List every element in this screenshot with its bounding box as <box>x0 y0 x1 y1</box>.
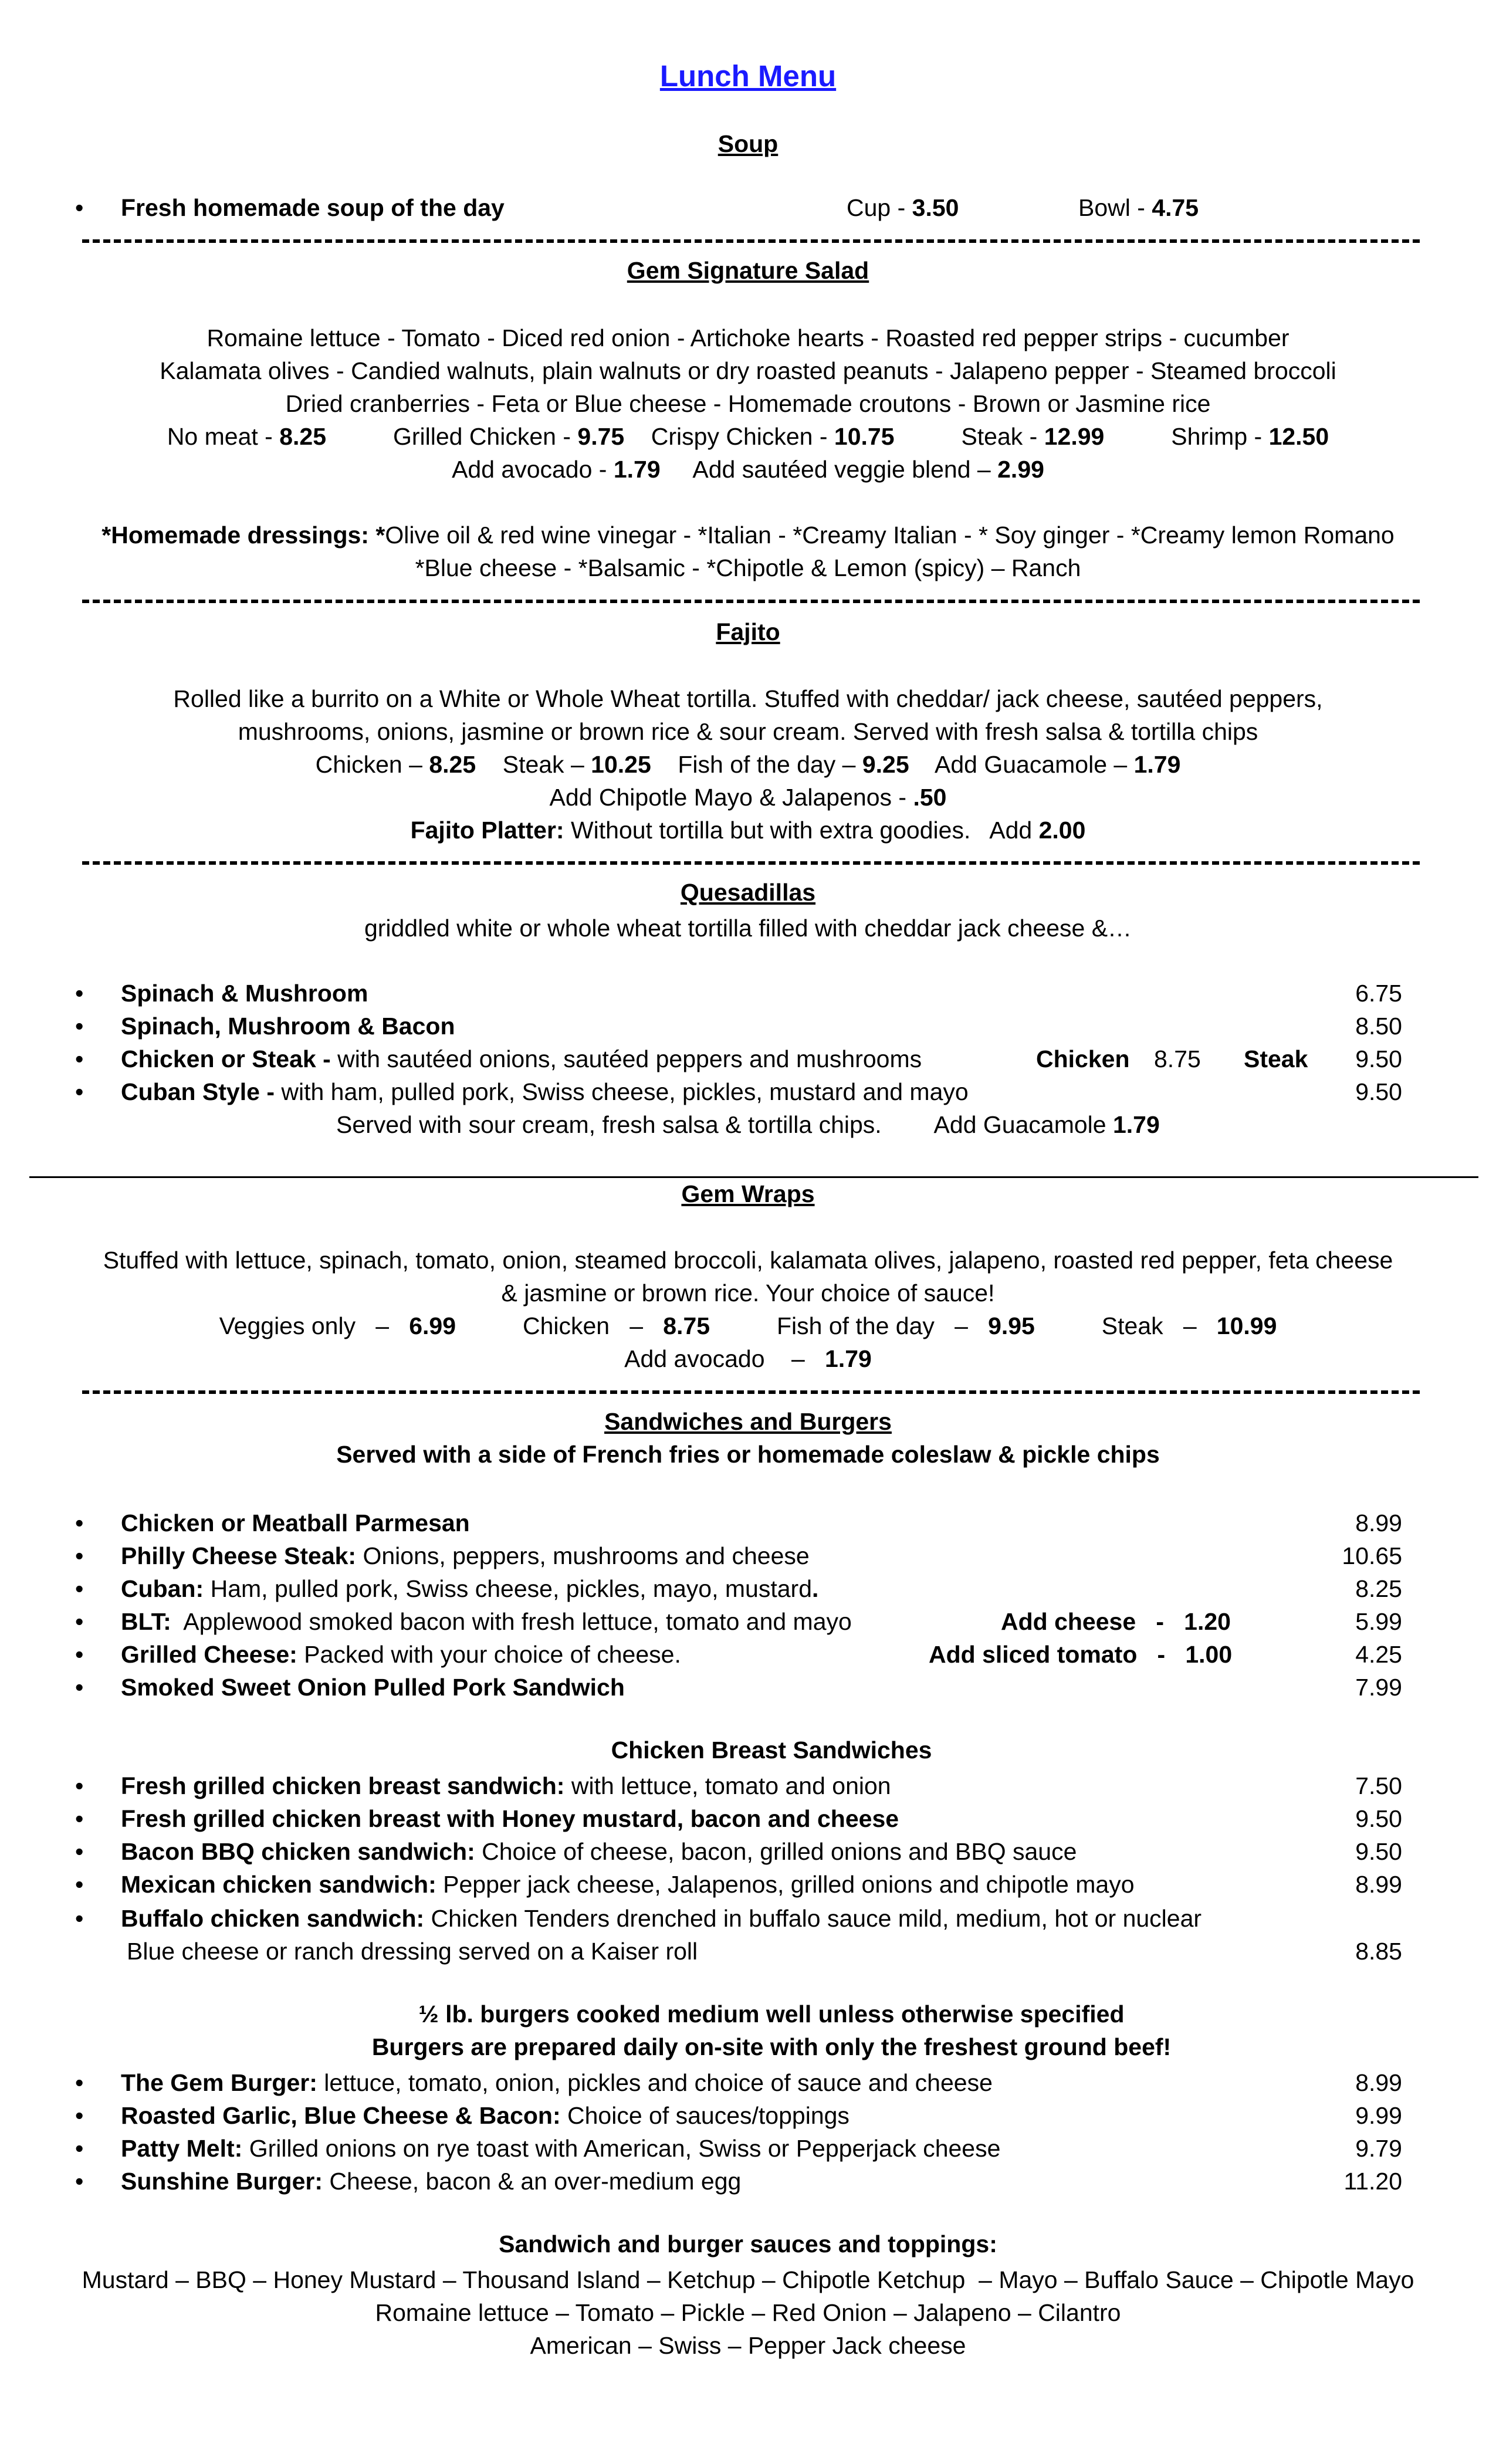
price: 9.99 <box>1355 2102 1402 2129</box>
bullet-icon: • <box>75 1078 84 1105</box>
bullet-icon: • <box>75 1509 84 1536</box>
bullet-icon: • <box>75 2102 84 2129</box>
list-item: • Smoked Sweet Onion Pulled Pork Sandwich 7.99 <box>0 1671 1496 1704</box>
price: 8.99 <box>1355 1509 1402 1536</box>
fajito-line: mushrooms, onions, jasmine or brown rice & sour cream. Served with fresh salsa & tortilla chips <box>238 718 1258 745</box>
bullet-icon: • <box>75 1542 84 1569</box>
list-item: • Bacon BBQ chicken sandwich: Choice of cheese, bacon, grilled onions and BBQ sauce 9.50 <box>0 1835 1496 1868</box>
bullet-icon: • <box>75 1045 84 1072</box>
sandwiches-heading: Sandwiches and Burgers <box>604 1408 892 1435</box>
fajito-line: Rolled like a burrito on a White or Whole Wheat tortilla. Stuffed with cheddar/ jack cheese, sautéed peppers, <box>173 685 1323 712</box>
bullet-icon: • <box>75 1871 84 1898</box>
list-item-continued: Blue cheese or ranch dressing served on a Kaiser roll 8.85 <box>0 1935 1496 1968</box>
list-item: • Sunshine Burger: Cheese, bacon & an over-medium egg 11.20 <box>0 2165 1496 2198</box>
chicken-option: Chicken <box>1036 1045 1130 1072</box>
chicken-price: 8.75 <box>1154 1045 1201 1072</box>
wraps-line: & jasmine or brown rice. Your choice of sauce! <box>501 1280 995 1307</box>
dressings-label: *Homemade dressings: * <box>101 522 385 549</box>
bullet-icon: • <box>75 1608 84 1635</box>
bullet-icon: • <box>75 1905 84 1932</box>
price: 8.50 <box>1355 1013 1402 1040</box>
soup-item <box>0 191 1496 224</box>
list-item: • Chicken or Steak - with sautéed onions, sautéed peppers and mushrooms Chicken 8.75 Steak 9.50 <box>0 1043 1496 1075</box>
salad-line: Kalamata olives - Candied walnuts, plain walnuts or dry roasted peanuts - Jalapeno pepper - Steamed broccoli <box>160 357 1336 384</box>
list-item: • Chicken or Meatball Parmesan 8.99 <box>0 1507 1496 1539</box>
add-cheese: Add cheese - 1.20 <box>1001 1608 1231 1635</box>
burgers-subheading: Burgers are prepared daily on-site with only the freshest ground beef! <box>371 2033 1172 2060</box>
list-item: • Buffalo chicken sandwich: Chicken Tenders drenched in buffalo sauce mild, medium, hot or nuclear <box>0 1902 1496 1935</box>
dressings-line: *Homemade dressings: *Olive oil & red wine vinegar - *Italian - *Creamy Italian - * Soy ginger - *Creamy lemon Romano <box>101 522 1395 549</box>
divider <box>82 239 1420 243</box>
sandwiches-subtitle: Served with a side of French fries or homemade coleslaw & pickle chips <box>336 1441 1160 1468</box>
list-item: • Spinach, Mushroom & Bacon 8.50 <box>0 1010 1496 1043</box>
price: 10.65 <box>1342 1542 1402 1569</box>
bowl-label: Bowl - <box>1078 194 1152 221</box>
steak-option: Steak <box>1244 1045 1308 1072</box>
wraps-prices: Veggies only – 6.99 Chicken – 8.75 Fish of the day – 9.95 Steak – 10.99 <box>219 1312 1277 1339</box>
price: 11.20 <box>1343 2168 1402 2195</box>
price: 7.99 <box>1355 1674 1402 1701</box>
price: 8.85 <box>1355 1938 1402 1965</box>
list-item: • Cuban: Ham, pulled pork, Swiss cheese, pickles, mayo, mustard. 8.25 <box>0 1572 1496 1605</box>
divider <box>82 1390 1420 1394</box>
bullet-icon: • <box>75 2135 84 2162</box>
list-item: • Philly Cheese Steak: Onions, peppers, mushrooms and cheese 10.65 <box>0 1539 1496 1572</box>
price: 5.99 <box>1355 1608 1402 1635</box>
cup-price: 3.50 <box>912 194 959 221</box>
list-item: • BLT: Applewood smoked bacon with fresh lettuce, tomato and mayo Add cheese - 1.20 5.99 <box>0 1605 1496 1638</box>
bullet-icon: • <box>75 1641 84 1668</box>
cup-label: Cup - <box>847 194 912 221</box>
divider <box>82 861 1420 865</box>
price: 9.50 <box>1355 1805 1402 1832</box>
list-item: • Fresh grilled chicken breast with Honey mustard, bacon and cheese 9.50 <box>0 1802 1496 1835</box>
sauces-line: American – Swiss – Pepper Jack cheese <box>530 2332 966 2359</box>
salad-line: Romaine lettuce - Tomato - Diced red onion - Artichoke hearts - Roasted red pepper strips - cucumber <box>207 324 1289 351</box>
page-title[interactable]: Lunch Menu <box>659 59 837 93</box>
bullet-icon: • <box>75 1838 84 1865</box>
fajito-prices: Chicken – 8.25 Steak – 10.25 Fish of the day – 9.25 Add Guacamole – 1.79 <box>315 751 1181 778</box>
price: 9.50 <box>1355 1078 1402 1105</box>
quesadillas-heading: Quesadillas <box>680 879 816 906</box>
salad-heading: Gem Signature Salad <box>627 257 869 284</box>
wraps-line: Stuffed with lettuce, spinach, tomato, onion, steamed broccoli, kalamata olives, jalapeno, roasted red pepper, feta cheese <box>103 1247 1393 1274</box>
bowl-price: 4.75 <box>1152 194 1199 221</box>
add-tomato: Add sliced tomato - 1.00 <box>929 1641 1233 1668</box>
bullet-icon: • <box>75 1575 84 1602</box>
bullet-icon: • <box>75 194 84 221</box>
price: 9.79 <box>1355 2135 1402 2162</box>
price: 6.75 <box>1355 980 1402 1007</box>
list-item: • Mexican chicken sandwich: Pepper jack cheese, Jalapenos, grilled onions and chipotle mayo 8.99 <box>0 1868 1496 1901</box>
price: 8.99 <box>1355 2069 1402 2096</box>
list-item: • The Gem Burger: lettuce, tomato, onion, pickles and choice of sauce and cheese 8.99 <box>0 2066 1496 2099</box>
divider <box>82 600 1420 603</box>
bullet-icon: • <box>75 980 84 1007</box>
price: 9.50 <box>1355 1045 1402 1072</box>
bullet-icon: • <box>75 1772 84 1799</box>
list-item: • Patty Melt: Grilled onions on rye toast with American, Swiss or Pepperjack cheese 9.79 <box>0 2132 1496 2165</box>
soup-heading: Soup <box>717 130 779 157</box>
price: 8.25 <box>1355 1575 1402 1602</box>
bullet-icon: • <box>75 2069 84 2096</box>
dressings-line: *Blue cheese - *Balsamic - *Chipotle & Lemon (spicy) – Ranch <box>415 554 1081 581</box>
chicken-breast-heading: Chicken Breast Sandwiches <box>611 1737 932 1764</box>
list-item: • Spinach & Mushroom 6.75 <box>0 977 1496 1010</box>
list-item: • Roasted Garlic, Blue Cheese & Bacon: Choice of sauces/toppings 9.99 <box>0 2099 1496 2132</box>
bullet-icon: • <box>75 1805 84 1832</box>
section-rule <box>29 1176 1478 1178</box>
sauces-line: Mustard – BBQ – Honey Mustard – Thousand Island – Ketchup – Chipotle Ketchup – Mayo – Buffalo Sauce – Chipotle Mayo <box>82 2266 1414 2293</box>
price: 8.99 <box>1355 1871 1402 1898</box>
sauces-heading: Sandwich and burger sauces and toppings: <box>499 2231 997 2257</box>
sauces-line: Romaine lettuce – Tomato – Pickle – Red Onion – Jalapeno – Cilantro <box>375 2299 1121 2326</box>
list-item: • Fresh grilled chicken breast sandwich: with lettuce, tomato and onion 7.50 <box>0 1769 1496 1802</box>
bullet-icon: • <box>75 2168 84 2195</box>
bullet-icon: • <box>75 1013 84 1040</box>
list-item: • Grilled Cheese: Packed with your choice of cheese. Add sliced tomato - 1.00 4.25 <box>0 1638 1496 1671</box>
wraps-avocado: Add avocado – 1.79 <box>624 1345 872 1372</box>
soup-name: Fresh homemade soup of the day <box>121 194 505 221</box>
bullet-icon: • <box>75 1674 84 1701</box>
quesadillas-served: Served with sour cream, fresh salsa & tortilla chips. Add Guacamole 1.79 <box>336 1111 1160 1138</box>
salad-line: Dried cranberries - Feta or Blue cheese - Homemade croutons - Brown or Jasmine rice <box>285 390 1211 417</box>
salad-addons: Add avocado - 1.79 Add sautéed veggie blend – 2.99 <box>452 456 1044 483</box>
price: 7.50 <box>1355 1772 1402 1799</box>
price: 4.25 <box>1355 1641 1402 1668</box>
price: 9.50 <box>1355 1838 1402 1865</box>
burgers-heading: ½ lb. burgers cooked medium well unless otherwise specified <box>418 2001 1125 2028</box>
wraps-heading: Gem Wraps <box>681 1180 815 1207</box>
list-item: • Cuban Style - with ham, pulled pork, Swiss cheese, pickles, mustard and mayo 9.50 <box>0 1075 1496 1108</box>
fajito-platter: Fajito Platter: Without tortilla but with extra goodies. Add 2.00 <box>410 817 1086 844</box>
quesadillas-subtitle: griddled white or whole wheat tortilla filled with cheddar jack cheese &… <box>364 915 1132 942</box>
fajito-chipotle: Add Chipotle Mayo & Jalapenos - .50 <box>549 784 947 811</box>
fajito-heading: Fajito <box>716 618 780 645</box>
salad-prices: No meat - 8.25 Grilled Chicken - 9.75 Crispy Chicken - 10.75 Steak - 12.99 Shrimp - 12.50 <box>167 423 1329 450</box>
